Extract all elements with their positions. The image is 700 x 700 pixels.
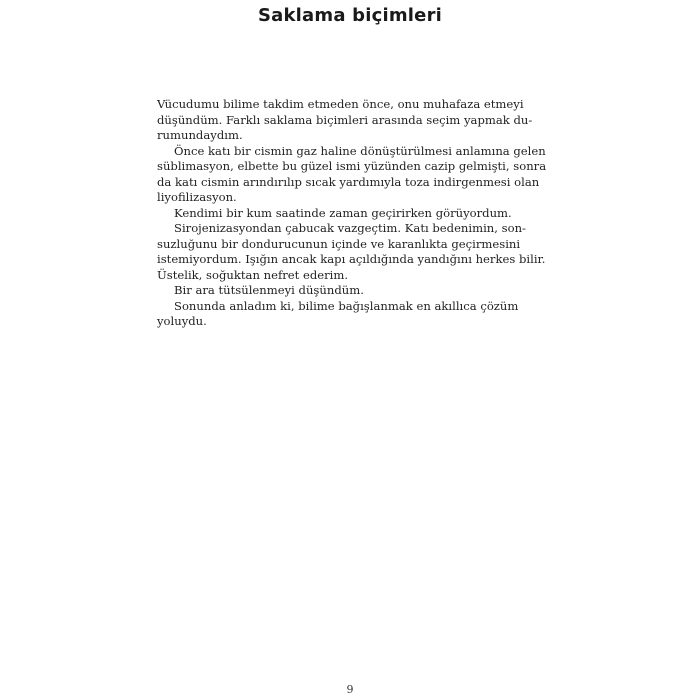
page-number: 9 — [346, 683, 354, 696]
text-line: yoluydu. — [157, 314, 207, 328]
body-text — [157, 97, 547, 330]
text-line: Önce katı bir cismin gaz haline dönüştürülmesi anlamına gelen — [174, 143, 546, 158]
text-line: düşündüm. Farklı saklama biçimleri arasında seçim yapmak du- — [157, 112, 533, 127]
chapter-title: Saklama biçimleri — [257, 5, 443, 26]
text-line: Sonunda anladım ki, bilime bağışlanmak en akıllıca çözüm — [174, 298, 519, 313]
paragraph — [157, 299, 542, 330]
paragraph — [157, 206, 542, 222]
text-line: Üstelik, soğuktan nefret ederim. — [157, 267, 349, 282]
text-line: Sirojenizasyondan çabucak vazgeçtim. Katı bedenimin, son- — [174, 221, 526, 235]
paragraph — [157, 97, 542, 144]
text-line: rumundaydım. — [157, 128, 243, 142]
paragraph — [157, 221, 546, 283]
text-line: liyofilizasyon. — [157, 190, 237, 204]
text-line: suzluğunu bir dondurucunun içinde ve karanlıkta geçirmesini — [157, 236, 521, 251]
text-line: da katı cismin arındırılıp sıcak yardımıyla toza indirgenmesi olan — [157, 174, 540, 189]
paragraph — [157, 143, 547, 206]
text-line: süblimasyon, elbette bu güzel ismi yüzünden cazip gelmişti, sonra — [157, 159, 547, 173]
text-line: istemiyordum. Işığın ancak kapı açıldığında yandığını herkes bilir. — [157, 252, 546, 266]
text-line: Kendimi bir kum saatinde zaman geçirirken görüyordum. — [174, 205, 512, 220]
text-line: Vücudumu bilime takdim etmeden önce, onu muhafaza etmeyi — [157, 97, 524, 111]
text-line: Bir ara tütsülenmeyi düşündüm. — [174, 283, 364, 297]
paragraph — [157, 283, 542, 299]
